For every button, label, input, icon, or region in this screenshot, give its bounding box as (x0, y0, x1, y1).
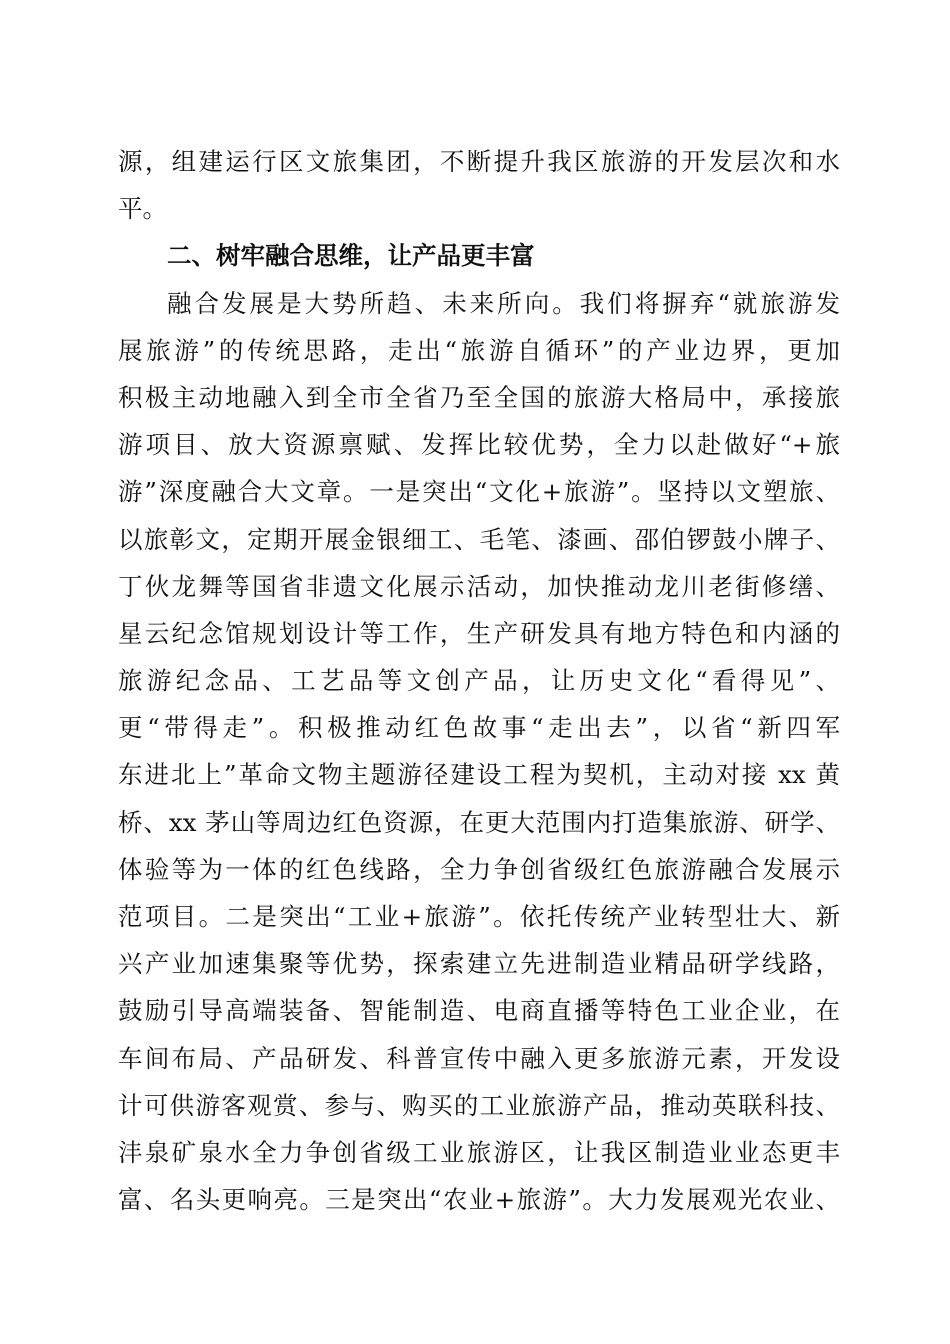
paragraph-line: 兴产业加速集聚等优势，探索建立先进制造业精品研学线路， (118, 949, 840, 979)
paragraph-line: 鼓励引导高端装备、智能制造、电商直播等特色工业企业，在 (118, 996, 840, 1026)
paragraph-line: 游”深度融合大文章。一是突出“文化+旅游”。坚持以文塑旅、 (118, 477, 840, 507)
paragraph-line: 车间布局、产品研发、科普宣传中融入更多旅游元素，开发设 (118, 1043, 840, 1073)
paragraph-line: 丁伙龙舞等国省非遗文化展示活动，加快推动龙川老街修缮、 (118, 571, 840, 601)
paragraph-line: 积极主动地融入到全市全省乃至全国的旅游大格局中，承接旅 (118, 382, 840, 412)
document-body (118, 138, 840, 1223)
paragraph-line: 沣泉矿泉水全力争创省级工业旅游区，让我区制造业业态更丰 (118, 1137, 840, 1167)
paragraph-line: 游项目、放大资源禀赋、发挥比较优势，全力以赴做好“+旅 (118, 430, 840, 460)
paragraph-line: 体验等为一体的红色线路，全力争创省级红色旅游融合发展示 (118, 854, 840, 884)
paragraph-line: 展旅游”的传统思路，走出“旅游自循环”的产业边界，更加 (118, 335, 840, 365)
paragraph-line: 计可供游客观赏、参与、购买的工业旅游产品，推动英联科技、 (118, 1090, 840, 1120)
paragraph-line: 星云纪念馆规划设计等工作，生产研发具有地方特色和内涵的 (118, 618, 840, 648)
paragraph-line: 富、名头更响亮。三是突出“农业+旅游”。大力发展观光农业、 (118, 1185, 840, 1215)
paragraph-line: 范项目。二是突出“工业+旅游”。依托传统产业转型壮大、新 (118, 902, 840, 931)
paragraph-line: 以旅彰文，定期开展金银细工、毛笔、漆画、邵伯锣鼓小牌子、 (118, 524, 840, 554)
paragraph-line: 平。 (118, 194, 167, 224)
paragraph-line: 桥、xx 茅山等周边红色资源，在更大范围内打造集旅游、研学、 (118, 807, 840, 837)
paragraph-line: 更“带得走”。积极推动红色故事“走出去”，以省“新四军 (118, 713, 840, 743)
section-heading: 二、树牢融合思维，让产品更丰富 (167, 241, 535, 271)
paragraph-line: 源，组建运行区文旅集团，不断提升我区旅游的开发层次和水 (118, 147, 840, 176)
paragraph-line: 旅游纪念品、工艺品等文创产品，让历史文化“看得见”、 (118, 666, 840, 696)
paragraph-line: 东进北上”革命文物主题游径建设工程为契机，主动对接 xx 黄 (118, 760, 840, 790)
paragraph-line: 融合发展是大势所趋、未来所向。我们将摒弃“就旅游发 (167, 288, 840, 318)
